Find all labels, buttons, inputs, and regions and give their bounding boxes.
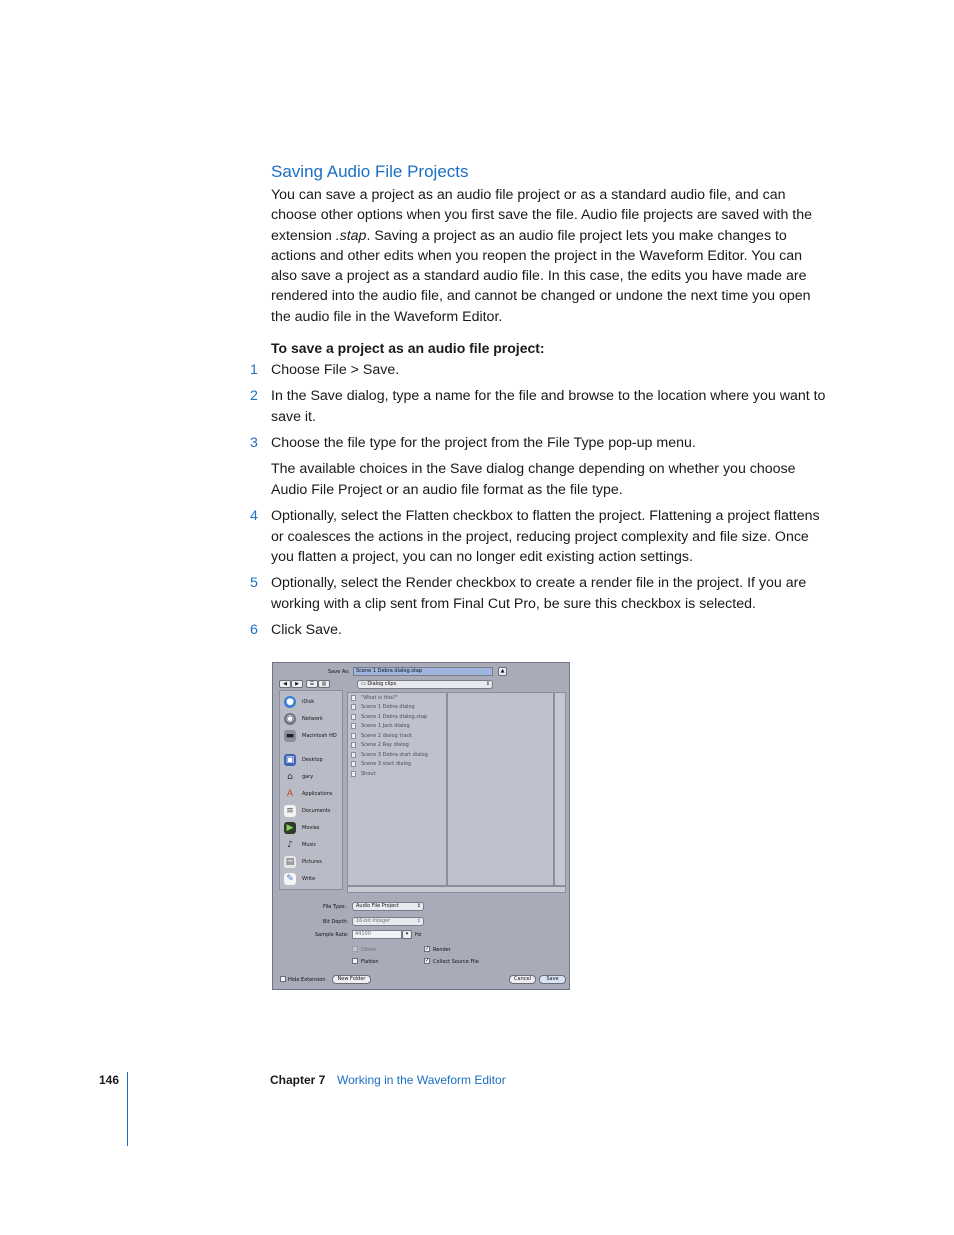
step-text: Optionally, select the Render checkbox to create a render file in the project. If you are working with a clip sent from Final Cut Pro, be sure this checkbox is selected.: [271, 575, 807, 612]
sample-rate-popup-button[interactable]: ▾: [402, 930, 412, 939]
step-number: 3: [250, 435, 258, 451]
flatten-label: Flatten: [361, 959, 379, 965]
collect-source-label: Collect Source File: [433, 959, 479, 965]
file-item[interactable]: Shout: [351, 770, 445, 779]
file-item[interactable]: Scene 2 dialog track: [351, 732, 445, 741]
save-dialog-screenshot: [272, 662, 570, 990]
sidebar-item-label: Write: [302, 876, 316, 882]
dither-label: Dither: [361, 947, 377, 953]
file-item[interactable]: Scene 1 Debra dialog: [351, 703, 445, 712]
sidebar-item-label: Applications: [302, 791, 333, 797]
chapter-title[interactable]: Working in the Waveform Editor: [337, 1073, 506, 1087]
file-type-popup[interactable]: Audio File Project ↕: [352, 902, 424, 911]
file-icon: [351, 714, 356, 720]
step-text: Choose File > Save.: [271, 362, 400, 378]
procedure-title: To save a project as an audio file project:: [271, 340, 545, 356]
intro-text-1: You can save a project as an audio file project or as a standard audio file, and can choose other options when you first save the file. Audio file projects are saved with the extension: [271, 187, 813, 244]
folder-icon: ▭: [361, 681, 368, 687]
file-item[interactable]: Scene 2 Ray dialog: [351, 741, 445, 750]
location-value: Dialog clips: [367, 681, 397, 687]
step-text: Click Save.: [271, 622, 342, 638]
step-text: Optionally, select the Flatten checkbox to flatten the project. Flattening a project flattens or coalesces the actions in the project, reducing project complexity and file size. Once you flatten a project, you can no longer edit existing action settings.: [271, 508, 820, 565]
step-number: 5: [250, 575, 258, 591]
list-view-button[interactable]: ☰: [306, 680, 318, 688]
file-item[interactable]: Scene 3 start dialog: [351, 760, 445, 769]
intro-extension: .stap: [335, 227, 367, 244]
chapter-label: Chapter 7: [270, 1073, 326, 1087]
bit-depth-label: Bit Depth:: [323, 919, 349, 925]
sidebar-item-movies[interactable]: [283, 821, 343, 836]
sidebar-item-applications[interactable]: [283, 787, 343, 802]
render-label: Render: [433, 947, 451, 953]
sidebar-item-label: Network: [302, 716, 323, 722]
save-as-label: Save As:: [328, 669, 350, 675]
cancel-button[interactable]: Cancel: [509, 975, 536, 984]
location-popup[interactable]: [357, 680, 493, 689]
write-icon: ✎: [284, 873, 296, 885]
vertical-scrollbar[interactable]: [554, 692, 566, 886]
pictures-icon: ▤: [285, 857, 295, 867]
save-as-field[interactable]: Scene 1 Debra dialog.stap: [353, 667, 493, 676]
collect-source-checkbox[interactable]: ✓: [425, 958, 430, 964]
file-item[interactable]: Scene 1 Debra dialog.stap: [351, 713, 445, 722]
step-text: Choose the file type for the project from the File Type pop-up menu.: [271, 435, 696, 451]
file-icon: [351, 723, 356, 729]
file-item[interactable]: "What is this?": [351, 694, 445, 703]
sidebar-item-label: Music: [302, 842, 317, 848]
sidebar-item-label: Pictures: [302, 859, 322, 865]
file-icon: [351, 704, 356, 710]
back-button[interactable]: ◀: [279, 680, 291, 688]
page-number: 146: [99, 1073, 120, 1087]
footer-divider: [127, 1072, 128, 1146]
documents-icon: ≡: [284, 805, 296, 817]
sidebar-item-label: Movies: [302, 825, 320, 831]
section-heading: Saving Audio File Projects: [271, 162, 469, 181]
sample-rate-label: Sample Rate:: [315, 932, 349, 938]
file-column: [347, 692, 447, 886]
sidebar-item-label: Macintosh HD: [302, 733, 337, 739]
file-item[interactable]: Scene 3 Debra start dialog: [351, 751, 445, 760]
dither-checkbox[interactable]: [352, 946, 358, 952]
file-icon: [351, 752, 356, 758]
expand-button[interactable]: ▲: [498, 667, 507, 676]
sidebar-item-idisk[interactable]: [283, 695, 343, 710]
home-icon: ⌂: [287, 772, 293, 782]
step-number: 4: [250, 508, 258, 524]
step-3-note: The available choices in the Save dialog change depending on whether you choose Audio File Project or an audio file format as the file type.: [271, 461, 796, 498]
flatten-checkbox[interactable]: [352, 958, 358, 964]
file-icon: [351, 742, 356, 748]
step-number: 2: [250, 388, 258, 404]
file-icon: [351, 761, 356, 767]
file-icon: [351, 695, 356, 701]
step-number: 1: [250, 362, 258, 378]
step-number: 6: [250, 622, 258, 638]
sidebar-item-documents[interactable]: [283, 804, 343, 819]
movies-icon: ▶: [284, 822, 296, 834]
sidebar-item-macintosh-hd[interactable]: [283, 729, 343, 744]
render-checkbox[interactable]: ✓: [425, 946, 430, 952]
hide-extension-label: Hide Extension: [288, 977, 326, 983]
intro-paragraph: [271, 185, 827, 327]
horizontal-scrollbar[interactable]: [347, 886, 566, 893]
sidebar-item-label: gary: [302, 774, 314, 780]
bit-depth-popup[interactable]: 16-bit Integer ↕: [352, 917, 424, 926]
sidebar-item-desktop[interactable]: [283, 753, 343, 768]
sidebar-item-write[interactable]: [283, 872, 343, 887]
sidebar-item-label: iDisk: [302, 699, 315, 705]
save-button[interactable]: Save: [539, 975, 566, 984]
new-folder-button[interactable]: New Folder: [332, 975, 371, 984]
intro-text-2: . Saving a project as an audio file project lets you make changes to actions and other edits when you reopen the project in the Waveform Editor. You can also save a project as a standard audio file. In this case, the edits you have made are rendered into the audio file, and cannot be changed or undone the next time you open the audio file in the Waveform Editor.: [271, 227, 811, 325]
sidebar-item-network[interactable]: [283, 712, 343, 727]
sidebar-item-pictures[interactable]: [283, 855, 343, 870]
hide-extension-checkbox[interactable]: [280, 976, 286, 982]
sidebar-item-label: Documents: [302, 808, 331, 814]
hard-drive-icon: ▬: [285, 731, 295, 741]
sidebar-item-gary[interactable]: [283, 770, 343, 785]
network-icon: ◉: [284, 713, 296, 725]
file-icon: [351, 771, 356, 777]
column-view-button[interactable]: ▥: [318, 680, 330, 688]
forward-button[interactable]: ▶: [291, 680, 303, 688]
file-type-label: File Type:: [323, 904, 347, 910]
music-icon: ♪: [287, 840, 293, 850]
file-item[interactable]: Scene 1 Jack dialog: [351, 722, 445, 731]
sidebar-item-label: Desktop: [302, 757, 323, 763]
sample-rate-unit: Hz: [415, 932, 422, 938]
desktop-icon: ▣: [285, 755, 295, 765]
sidebar: [279, 690, 343, 890]
step-text: In the Save dialog, type a name for the file and browse to the location where you want to save it.: [271, 388, 826, 425]
applications-icon: A: [286, 789, 294, 799]
file-icon: [351, 733, 356, 739]
sidebar-item-music[interactable]: [283, 838, 343, 853]
sample-rate-field[interactable]: 44100: [352, 930, 402, 939]
file-column-empty: [447, 692, 554, 886]
idisk-icon: ●: [284, 696, 296, 708]
